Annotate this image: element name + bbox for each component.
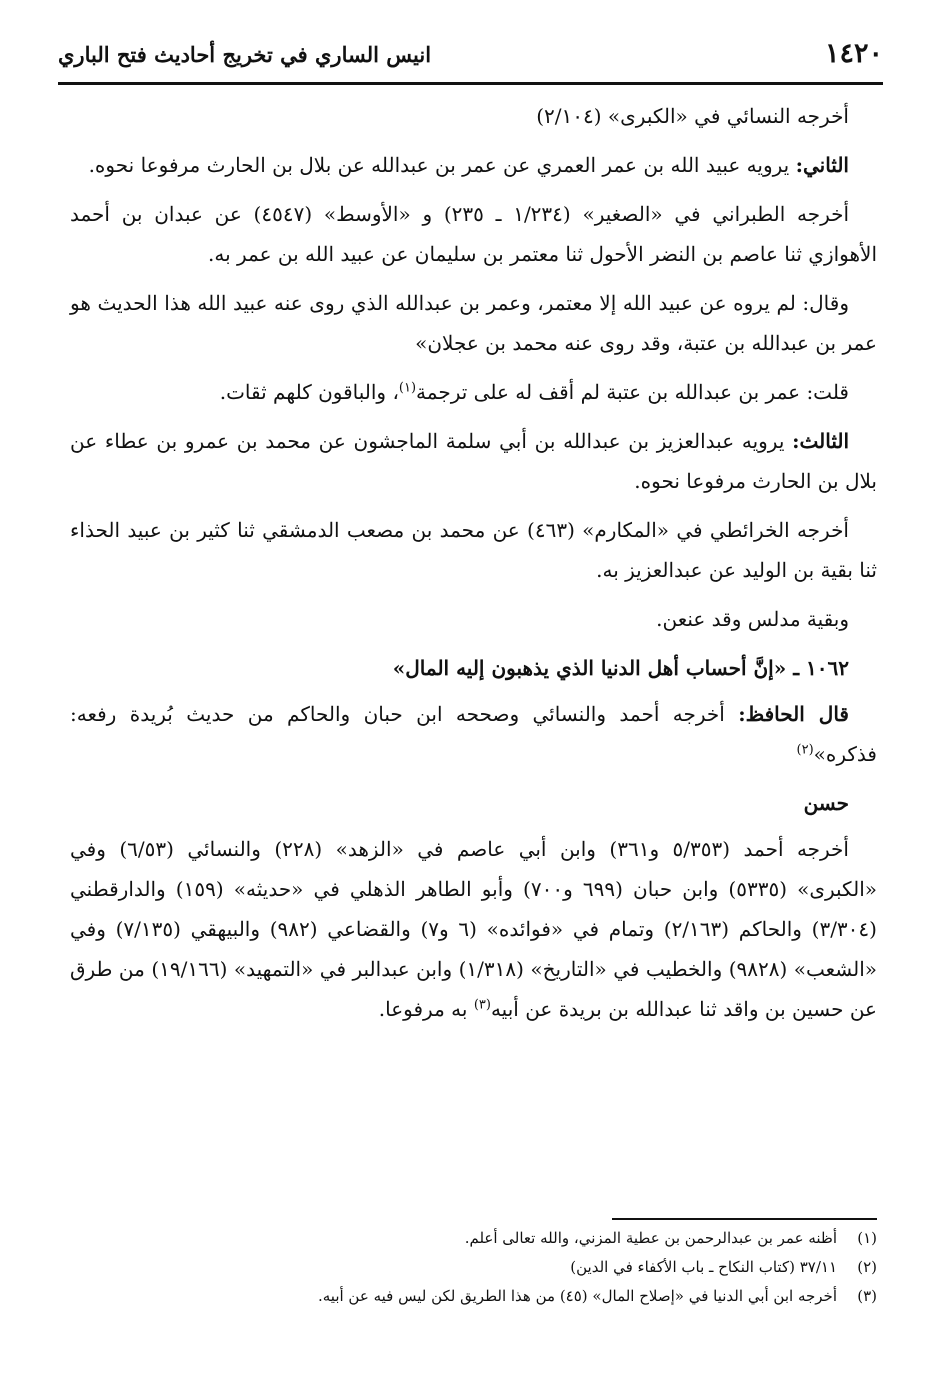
paragraph — [70, 145, 877, 185]
running-title: انيس الساري في تخريج أحاديث فتح الباري — [58, 42, 432, 67]
paragraph: أخرجه الخرائطي في «المكارم» (٤٦٣) عن محمد بن مصعب الدمشقي ثنا كثير بن عبيد الحذاء ثنا بقية بن الوليد عن عبدالعزيز به. — [70, 518, 877, 582]
page-number: ١٤٢٠ — [824, 38, 883, 69]
paragraph: وقال: لم يروه عن عبيد الله إلا معتمر، وعمر بن عبدالله الذي روى عنه عبيد الله هذا الحديث هو عمر بن عبدالله بن عتبة، وقد روى عنه محمد بن عجلان» — [70, 291, 877, 355]
footnote-text: أخرجه ابن أبي الدنيا في «إصلاح المال» (٤٥) من هذا الطريق لكن ليس فيه عن أبيه. — [317, 1287, 837, 1305]
paragraph — [70, 694, 877, 774]
page-header — [58, 38, 883, 82]
paragraph-lead: الثالث: — [792, 429, 850, 453]
footnote — [70, 1282, 877, 1311]
paragraph-lead: قال الحافظ: — [738, 702, 849, 726]
footnote-ref[interactable]: (١) — [398, 380, 417, 396]
footnote — [70, 1224, 877, 1253]
paragraph: أخرجه النسائي في «الكبرى» (٢/١٠٤) — [536, 104, 849, 128]
footnote-text: ٣٧/١١ (كتاب النكاح ـ باب الأكفاء في الدين) — [570, 1258, 837, 1276]
footnote-number: (٣) — [857, 1287, 877, 1305]
paragraph-text: قلت: عمر بن عبدالله بن عتبة لم أقف له على ترجمة — [416, 380, 849, 404]
footnote-text: أظنه عمر بن عبدالرحمن بن عطية المزني، والله تعالى أعلم. — [464, 1229, 837, 1247]
paragraph — [70, 372, 877, 412]
grade-label: حسن — [803, 791, 849, 815]
body-text — [70, 96, 877, 1038]
footnote-ref[interactable]: (٣) — [473, 997, 491, 1013]
footnote-rule — [612, 1218, 877, 1220]
paragraph-text: يرويه عبيد الله بن عمر العمري عن عمر بن عبدالله عن بلال بن الحارث مرفوعا نحوه. — [88, 153, 796, 177]
paragraph-text: أخرجه أحمد (٥/٣٥٣ و٣٦١) وابن أبي عاصم في «الزهد» (٢٢٨) والنسائي (٦/٥٣) وفي «الكبرى» (٥٣٣٥) وابن حبان (٦٩٩ و٧٠٠) وأبو الطاهر الذهلي في «حديثه» (١٥٩) والدارقطني (٣/٣٠٤) والحاكم (٢/١٦٣) وتمام في «فوائده» (٦ و٧) والقضاعي (٩٨٢) والبيهقي (٧/١٣٥) وفي «الشعب» (٩٨٢٨) والخطيب في «التاريخ» (١/٣١٨) وابن عبدالبر في «التمهيد» (١٩/١٦٦) من طرق عن حسين بن واقد ثنا عبدالله بن بريدة عن أبيه — [70, 837, 877, 1021]
paragraph-text: ، والباقون كلهم ثقات. — [219, 380, 399, 404]
footnote-number: (١) — [857, 1229, 877, 1247]
paragraph-lead: الثاني: — [795, 153, 849, 177]
paragraph-text: يرويه عبدالعزيز بن عبدالله بن أبي سلمة الماجشون عن محمد بن عمرو بن عطاء عن بلال بن الحارث مرفوعا نحوه. — [70, 429, 877, 493]
footnote-ref[interactable]: (٢) — [796, 742, 814, 758]
paragraph-text: به مرفوعا. — [378, 997, 474, 1021]
hadith-heading: ١٠٦٢ ـ «إنَّ أحساب أهل الدنيا الذي يذهبون إليه المال» — [392, 656, 849, 680]
header-rule — [58, 82, 883, 85]
paragraph — [70, 829, 877, 1029]
paragraph: وبقية مدلس وقد عنعن. — [656, 607, 849, 631]
footnote — [70, 1253, 877, 1282]
footnotes — [70, 1224, 877, 1311]
paragraph: أخرجه الطبراني في «الصغير» (١/٢٣٤ ـ ٢٣٥) و «الأوسط» (٤٥٤٧) عن عبدان بن أحمد الأهوازي ثنا عاصم بن النضر الأحول ثنا معتمر بن سليمان عن عبيد الله بن عمر به. — [70, 202, 877, 266]
paragraph — [70, 421, 877, 501]
footnote-number: (٢) — [857, 1258, 877, 1276]
paragraph-text: أخرجه أحمد والنسائي وصححه ابن حبان والحاكم من حديث بُريدة رفعه: فذكره» — [70, 702, 877, 766]
